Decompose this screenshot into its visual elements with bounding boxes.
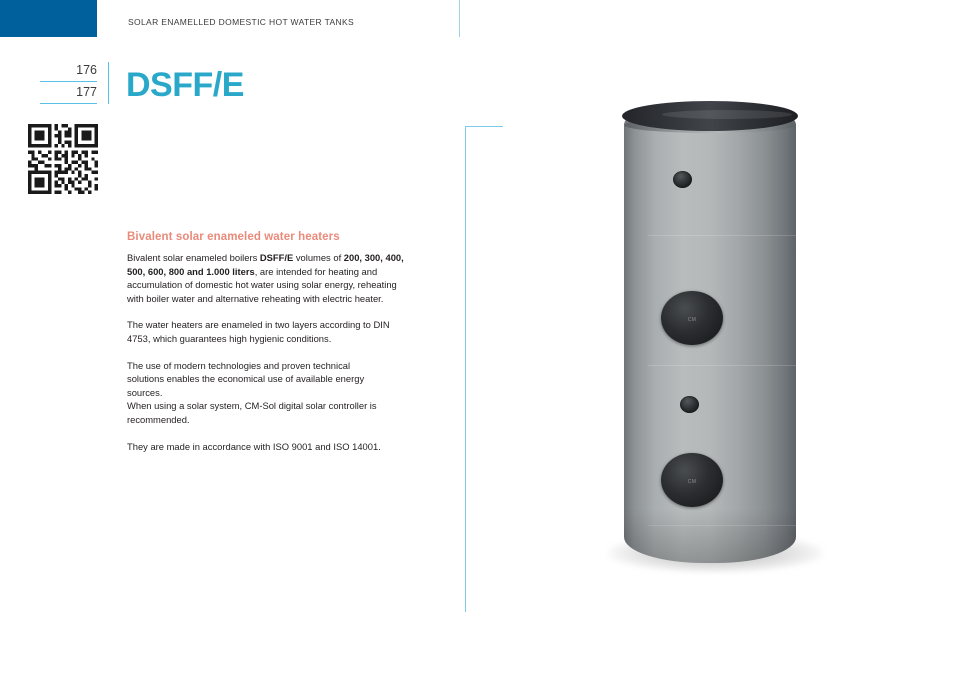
tank-lower-flange-cover [661, 453, 723, 507]
running-header: SOLAR ENAMELLED DOMESTIC HOT WATER TANKS [128, 17, 355, 27]
description-column [127, 231, 412, 466]
tank-top-highlight [662, 110, 792, 119]
header-divider-rule [459, 0, 460, 37]
tank-seam [648, 525, 820, 526]
intro-text-b: volumes of [293, 252, 344, 263]
page-number-left: 176 [76, 63, 97, 77]
brand-color-block [0, 0, 97, 37]
product-photo-tank [600, 95, 860, 575]
tank-seam [648, 365, 820, 366]
bracket-vertical [465, 126, 466, 612]
model-name-inline: DSFF/E [259, 252, 294, 263]
page-number-right: 177 [76, 85, 97, 99]
page-number-vertical-rule [108, 62, 109, 104]
tank-top-cover [622, 101, 798, 131]
tank-upper-port [673, 171, 692, 188]
page-title: DSFF/E [126, 66, 244, 104]
paragraph-intro [127, 251, 412, 305]
intro-text-a: Bivalent solar enameled boilers [127, 252, 260, 263]
tank-cylinder-body [624, 115, 796, 563]
section-subtitle: Bivalent solar enameled water heaters [127, 231, 340, 243]
page-number-group [40, 62, 97, 106]
volumes-inline: 200, 300, 400, 500, 600, 800 and 1.000 liters [127, 252, 404, 277]
bracket-horizontal [465, 126, 503, 127]
tank-upper-flange-cover [661, 291, 723, 345]
page-number-divider-bottom [40, 103, 97, 104]
tank-middle-port [680, 396, 699, 413]
qr-code-icon[interactable] [28, 124, 98, 194]
paragraph-technology: The use of modern technologies and proven technical solutions enables the economical use of available energy sources. When using a solar system, CM-Sol digital solar controller is recommended. [127, 359, 377, 425]
paragraph-enamel: The water heaters are enameled in two layers according to DIN 4753, which guarantees high hygienic conditions. [127, 319, 390, 344]
paragraph-standards: They are made in accordance with ISO 9001 and ISO 14001. [127, 440, 381, 452]
tank-seam [648, 235, 820, 236]
flange-label: CM [687, 478, 697, 485]
page-number-divider-top [40, 81, 97, 82]
intro-text-c: , are intended for heating and accumulation of domestic hot water using solar energy, reheating with boiler water and alternative reheating with electric heater. [127, 265, 397, 304]
flange-label: CM [687, 316, 697, 323]
decorative-bracket-rule [465, 126, 503, 612]
